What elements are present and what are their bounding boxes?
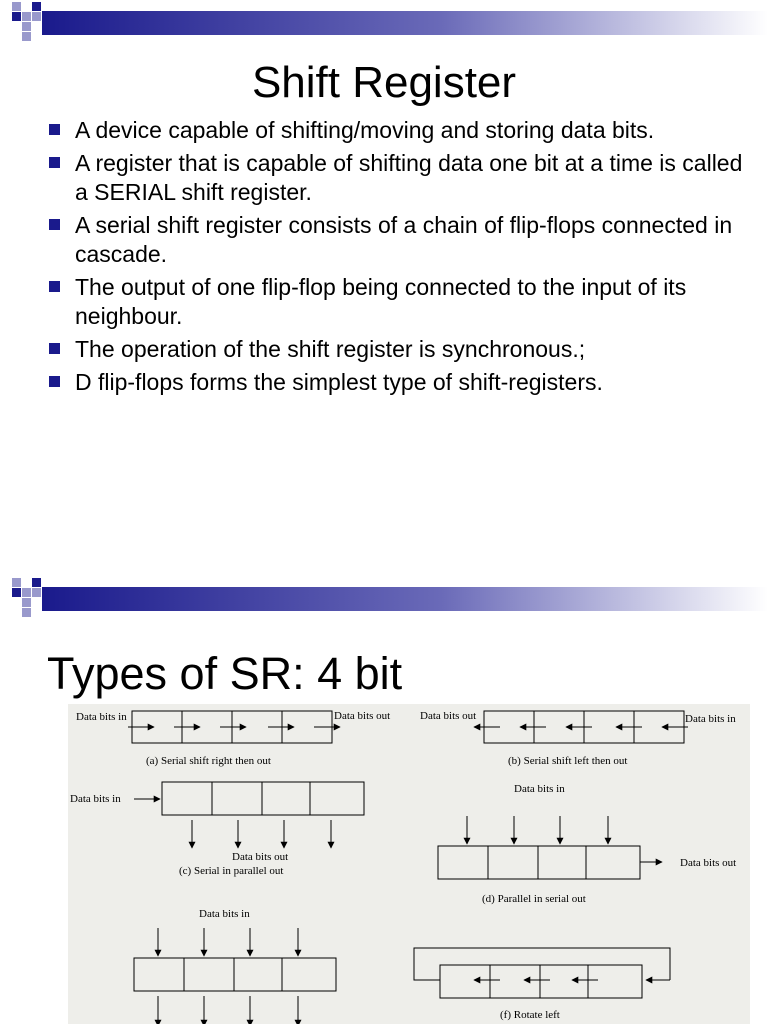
header-decoration — [0, 576, 768, 626]
diagram-c-serial-in-parallel-out — [70, 782, 364, 877]
data-in-label: Data bits in — [199, 908, 250, 920]
bullet-item — [48, 211, 748, 269]
bullet-list — [48, 116, 748, 401]
bullet-text: D flip-flops forms the simplest type of shift-registers. — [75, 369, 603, 395]
square-bullet-icon — [49, 124, 60, 135]
diagram-f-rotate-left — [414, 948, 670, 1021]
diagram-a-serial-shift-right — [76, 710, 390, 767]
bullet-text: A device capable of shifting/moving and storing data bits. — [75, 117, 655, 143]
bullet-text: A serial shift register consists of a chain of flip-flops connected in cascade. — [75, 212, 733, 267]
data-in-label: Data bits in — [76, 711, 127, 723]
diagram-d-parallel-in-serial-out — [438, 783, 736, 905]
caption-f: (f) Rotate left — [500, 1009, 560, 1021]
caption-d: (d) Parallel in serial out — [482, 893, 586, 905]
square-bullet-icon — [49, 219, 60, 230]
square-bullet-icon — [49, 376, 60, 387]
square-bullet-icon — [49, 157, 60, 168]
bullet-item — [48, 273, 748, 331]
bullet-item — [48, 116, 748, 145]
data-out-label: Data bits out — [232, 851, 289, 863]
caption-b: (b) Serial shift left then out — [508, 755, 628, 767]
shift-register-types-figure — [68, 704, 750, 1024]
data-out-label: Data bits out — [680, 857, 737, 869]
slide-title: Shift Register — [251, 58, 517, 107]
bullet-text: The output of one flip-flop being connected to the input of its neighbour. — [75, 274, 687, 329]
diagram-e-parallel-in-parallel-out — [134, 908, 336, 1024]
diagram-b-serial-shift-left — [420, 710, 736, 767]
bullet-item — [48, 335, 748, 364]
caption-c: (c) Serial in parallel out — [179, 865, 284, 877]
slide-title: Types of SR: 4 bit — [47, 648, 403, 699]
square-bullet-icon — [49, 281, 60, 292]
slide-2 — [0, 576, 768, 1024]
data-out-label: Data bits out — [334, 710, 391, 722]
bullet-text: The operation of the shift register is synchronous.; — [75, 336, 586, 362]
header-decoration — [0, 0, 768, 50]
data-in-label: Data bits in — [70, 793, 121, 805]
square-bullet-icon — [49, 343, 60, 354]
caption-a: (a) Serial shift right then out — [146, 755, 271, 767]
data-in-label: Data bits in — [685, 713, 736, 725]
bullet-item — [48, 368, 748, 397]
bullet-text: A register that is capable of shifting data one bit at a time is called a SERIAL shift register. — [75, 150, 743, 205]
data-out-label: Data bits out — [420, 710, 477, 722]
bullet-item — [48, 149, 748, 207]
data-in-label: Data bits in — [514, 783, 565, 795]
